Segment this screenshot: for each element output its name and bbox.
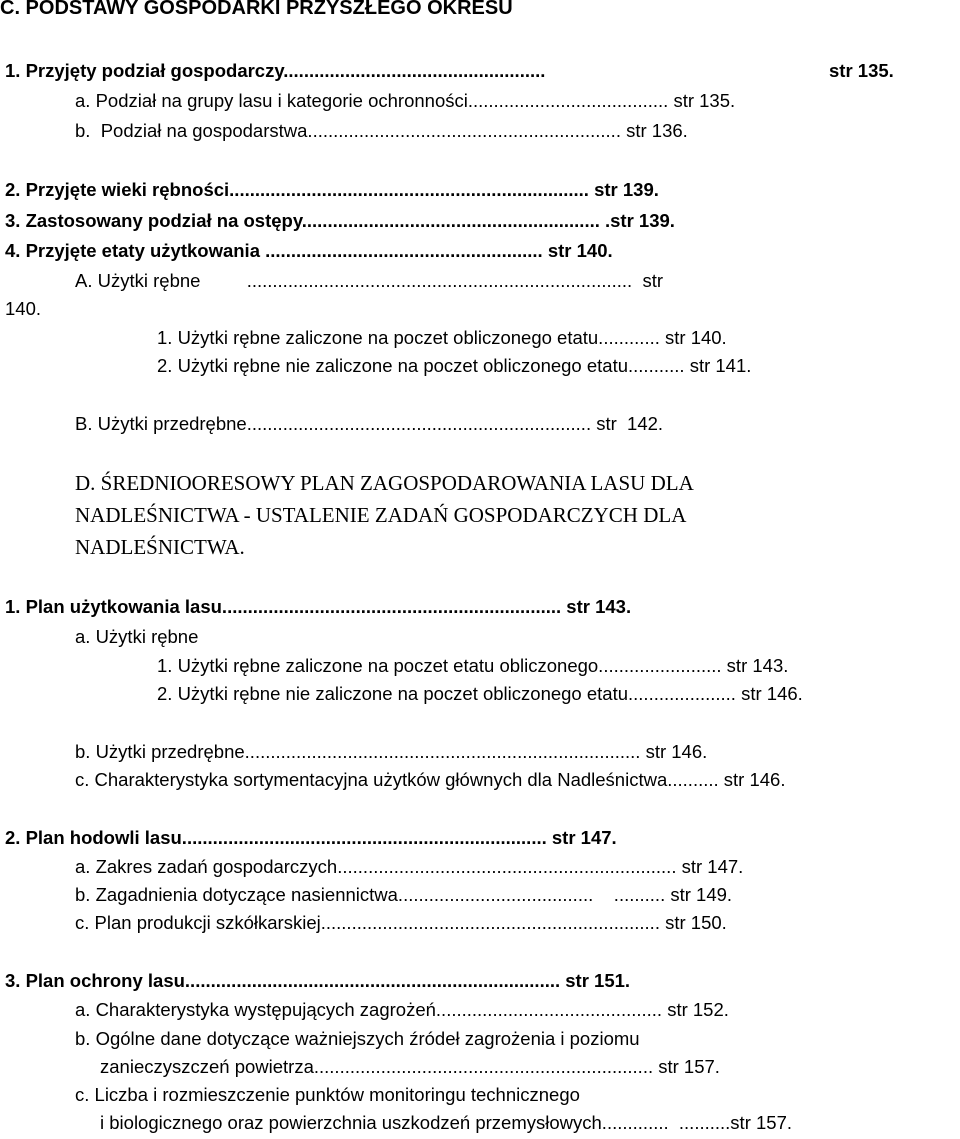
- toc-item-4a2: 2. Użytki rębne nie zaliczone na poczet obliczonego etatu........... str 141.: [157, 355, 752, 376]
- toc-d-item-2a: a. Zakres zadań gospodarczych.................................................................. str 147.: [75, 856, 744, 877]
- toc-d-item-3a: a. Charakterystyka występujących zagrożeń............................................ str 152.: [75, 999, 729, 1020]
- toc-d-item-1a2: 2. Użytki rębne nie zaliczone na poczet obliczonego etatu..................... str 146.: [157, 683, 803, 704]
- toc-item-1b: b. Podział na gospodarstwa............................................................. str 136.: [75, 120, 688, 141]
- toc-item-4a1: 1. Użytki rębne zaliczone na poczet obliczonego etatu............ str 140.: [157, 327, 727, 348]
- toc-d-item-1c: c. Charakterystyka sortymentacyjna użytków głównych dla Nadleśnictwa.......... str 146.: [75, 769, 786, 790]
- section-d-heading-3: NADLEŚNICTWA.: [75, 535, 245, 559]
- toc-d-item-3b: b. Ogólne dane dotyczące ważniejszych źródeł zagrożenia i poziomu: [75, 1028, 640, 1049]
- toc-d-item-2b: b. Zagadnienia dotyczące nasiennictwa...................................... .......... str 149.: [75, 884, 733, 905]
- toc-d-item-1: 1. Plan użytkowania lasu.................................................................. str 143.: [5, 596, 632, 617]
- toc-item-4: 4. Przyjęte etaty użytkowania ...................................................... str 140.: [5, 240, 613, 261]
- toc-d-item-3c: c. Liczba i rozmieszczenie punktów monitoringu technicznego: [75, 1084, 580, 1105]
- toc-d-item-3: 3. Plan ochrony lasu......................................................................... str 151.: [5, 970, 631, 991]
- toc-d-item-3b-cont: zanieczyszczeń powietrza.................................................................. str 157.: [100, 1056, 720, 1077]
- toc-item-4b: B. Użytki przedrębne................................................................... str 142.: [75, 413, 664, 434]
- toc-d-item-2: 2. Plan hodowli lasu....................................................................... str 147.: [5, 827, 617, 848]
- toc-item-1a: a. Podział na grupy lasu i kategorie ochronności....................................... str 135.: [75, 90, 736, 111]
- toc-d-item-1b: b. Użytki przedrębne............................................................................. str 146.: [75, 741, 708, 762]
- section-d-heading-1: D. ŚREDNIOORESOWY PLAN ZAGOSPODAROWANIA LASU DLA: [75, 471, 694, 495]
- toc-item-3: 3. Zastosowany podział na ostępy.......................................................... .str 139.: [5, 210, 675, 231]
- toc-item-2: 2. Przyjęte wieki rębności...................................................................... str 139.: [5, 179, 659, 200]
- toc-d-item-1a: a. Użytki rębne: [75, 626, 199, 647]
- section-d-heading-2: NADLEŚNICTWA - USTALENIE ZADAŃ GOSPODARCZYCH DLA: [75, 503, 687, 527]
- toc-d-item-2c: c. Plan produkcji szkółkarskiej.................................................................. str 150.: [75, 912, 727, 933]
- toc-item-4a-cont: 140.: [5, 298, 42, 319]
- toc-d-item-1a1: 1. Użytki rębne zaliczone na poczet etatu obliczonego........................ str 143.: [157, 655, 789, 676]
- toc-item-1: 1. Przyjęty podział gospodarczy...................................................: [5, 60, 546, 81]
- section-c-heading: C. PODSTAWY GOSPODARKI PRZYSZŁEGO OKRESU: [0, 0, 513, 19]
- toc-d-item-3c-cont: i biologicznego oraz powierzchnia uszkodzeń przemysłowych............. ..........str 157.: [100, 1112, 792, 1133]
- toc-item-4a: A. Użytki rębne ........................................................................... str: [75, 270, 664, 291]
- toc-item-1-page: str 135.: [829, 60, 894, 81]
